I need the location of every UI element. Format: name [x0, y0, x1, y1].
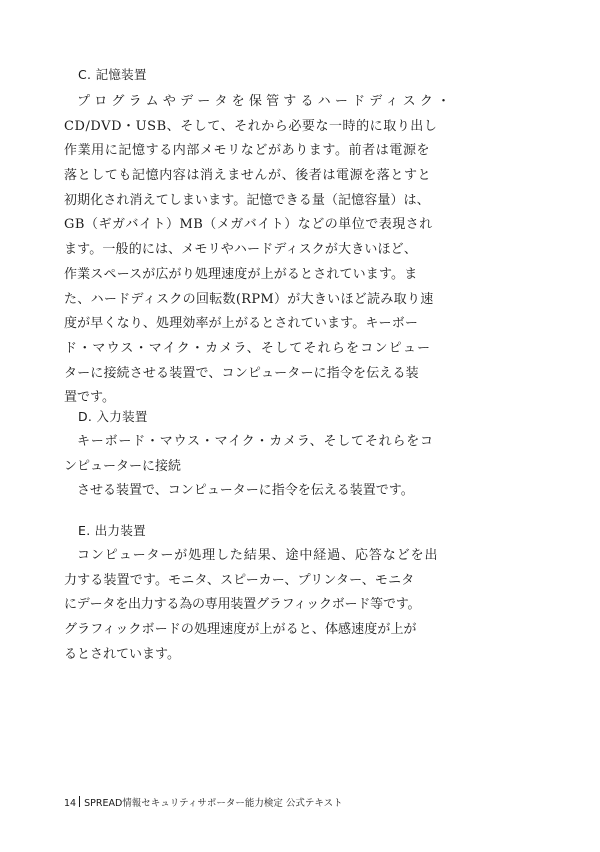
footer-divider — [79, 796, 80, 807]
paragraph-line: 力する装置です。モニタ、スピーカー、プリンター、モニタ — [64, 572, 415, 588]
paragraph-line: にデータを出力する為の専用装置グラフィックボード等です。 — [64, 597, 421, 613]
paragraph-line: ド・マウス・マイク・カメラ、そしてそれらをコンピュー — [64, 340, 432, 356]
paragraph-line: 初期化され消えてしまいます。記憶できる量（記憶容量）は、 — [64, 192, 430, 208]
paragraph-line: ます。一般的には、メモリやハードディスクが大きいほど、 — [64, 242, 417, 258]
section-output-devices — [64, 520, 444, 667]
paragraph-line: ンピューターに接続 — [64, 458, 182, 474]
page-number: 14 — [64, 798, 77, 809]
paragraph-line: 作業用に記憶する内部メモリなどがあります。前者は電源を — [64, 143, 431, 159]
section-heading: E. 出力装置 — [78, 523, 146, 538]
paragraph-line: 落としても記憶内容は消えませんが、後者は電源を落とすと — [64, 168, 432, 184]
section-input-devices — [64, 406, 444, 504]
paragraph-line: 置です。 — [64, 390, 115, 406]
page-footer — [64, 796, 343, 810]
section-heading: C. 記憶装置 — [78, 67, 147, 82]
paragraph-line: CD/DVD・USB、そして、それから必要な一時的に取り出し — [64, 118, 438, 134]
paragraph-line: キーボード・マウス・マイク・カメラ、そしてそれらをコ — [77, 434, 434, 449]
paragraph-line: グラフィックボードの処理速度が上がると、体感速度が上が — [64, 622, 417, 638]
section-heading: D. 入力装置 — [78, 409, 148, 424]
paragraph-line: 度が早くなり、処理効率が上がるとされています。キーボー — [64, 316, 419, 332]
paragraph-line: 作業スペースが広がり処理速度が上がるとされています。ま — [64, 266, 418, 282]
section-storage — [64, 64, 455, 411]
paragraph-line: るとされています。 — [64, 646, 180, 662]
paragraph-line: プログラムやデータを保管するハードディスク・ — [77, 94, 455, 109]
paragraph-line: た、ハードディスクの回転数(RPM）が大きいほど読み取り速 — [64, 291, 434, 307]
paragraph-line: GB（ギガバイト）MB（メガバイト）などの単位で表現され — [64, 217, 433, 233]
paragraph-line: させる装置で、コンピューターに指令を伝える装置です。 — [77, 483, 414, 499]
paragraph-line: コンピューターが処理した結果、途中経過、応答などを出 — [77, 548, 439, 563]
paragraph-line: ターに接続させる装置で、コンピューターに指令を伝える装 — [64, 365, 419, 381]
footer-title: SPREAD情報セキュリティサポーター能力検定 公式テキスト — [84, 798, 343, 809]
